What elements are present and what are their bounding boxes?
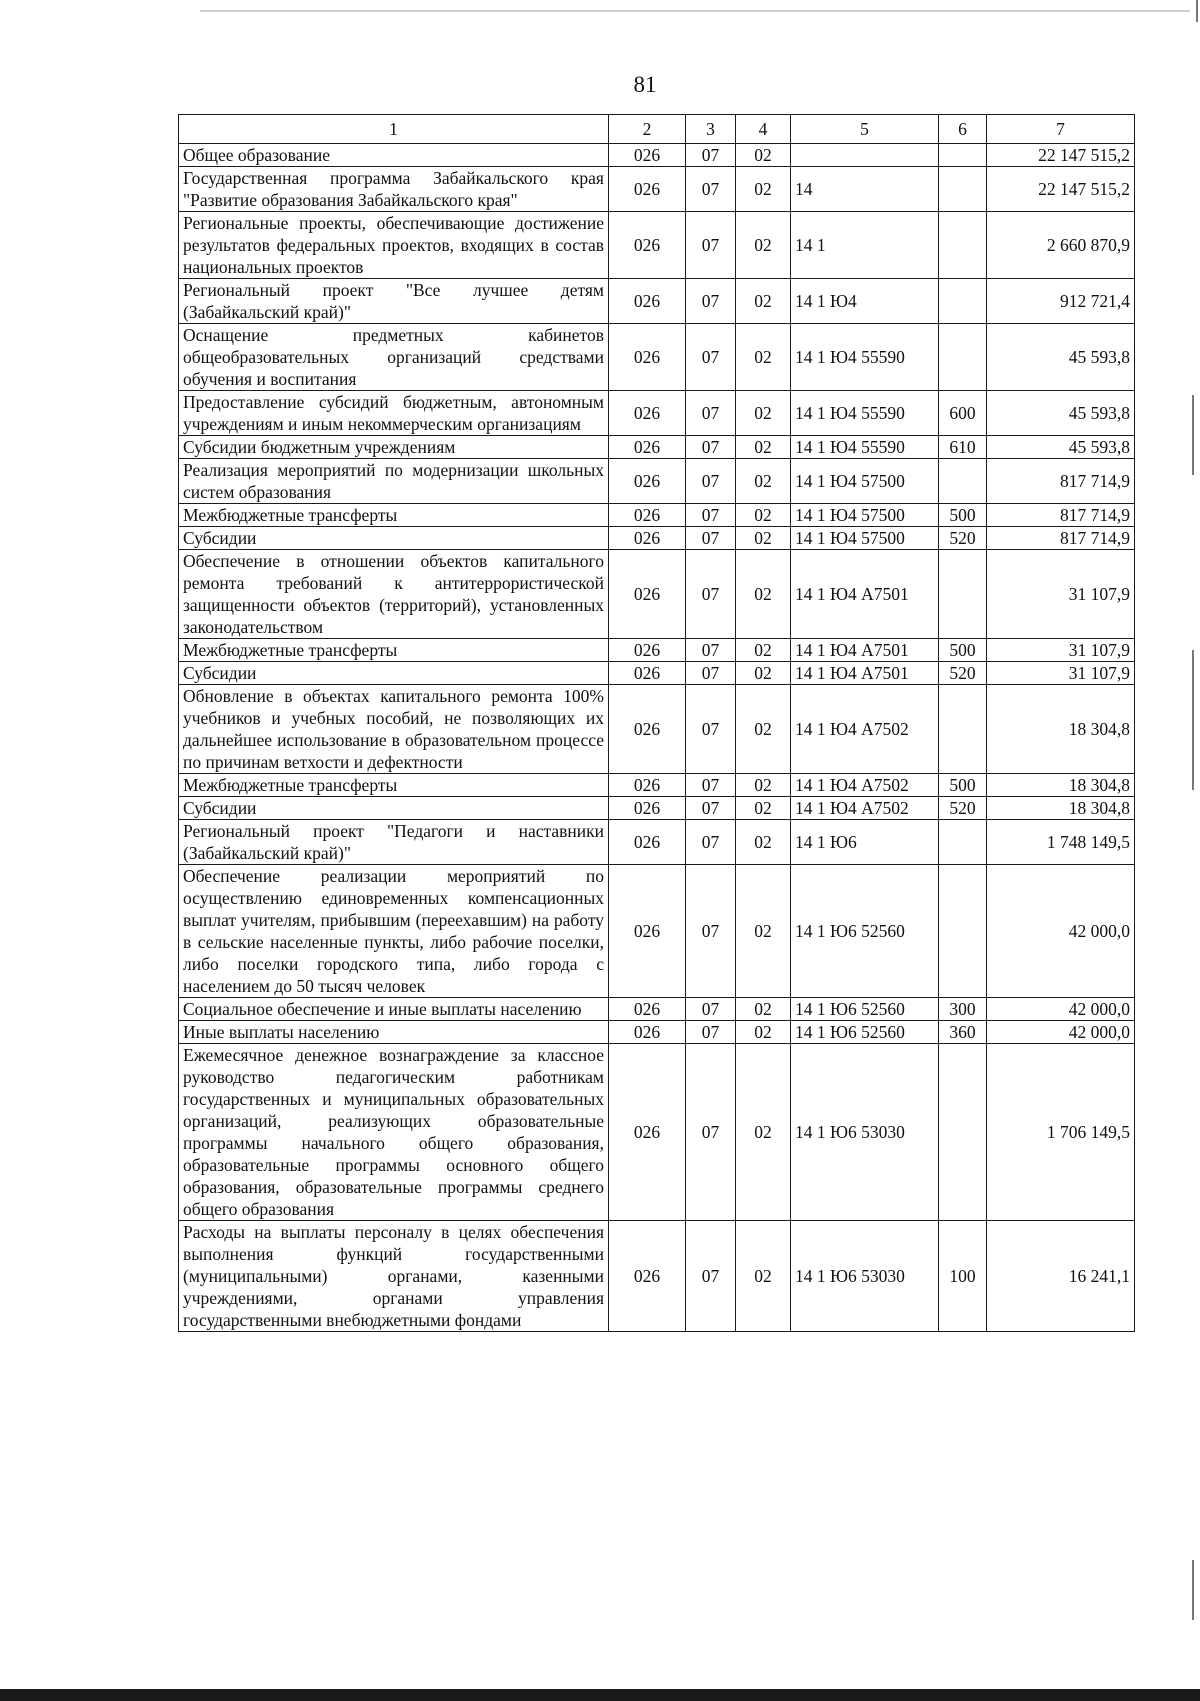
budget-table [178,114,1135,1332]
target-article-cell: 14 1 Ю4 57500 [791,527,939,550]
admin-code-cell: 026 [609,774,686,797]
target-article-cell: 14 1 Ю4 55590 [791,391,939,436]
section-cell: 07 [686,527,736,550]
section-cell: 07 [686,1221,736,1332]
section-cell: 07 [686,1044,736,1221]
admin-code-cell: 026 [609,1044,686,1221]
section-cell: 07 [686,797,736,820]
table-row [179,820,1135,865]
subsection-cell: 02 [736,662,791,685]
target-article-cell: 14 1 Ю6 53030 [791,1044,939,1221]
expense-type-cell [939,685,987,774]
expense-type-cell [939,820,987,865]
row-name-cell: Региональный проект "Все лучшее детям (Забайкальский край)" [179,279,609,324]
section-cell: 07 [686,865,736,998]
amount-cell: 45 593,8 [987,391,1135,436]
admin-code-cell: 026 [609,279,686,324]
expense-type-cell: 600 [939,391,987,436]
table-row [179,324,1135,391]
amount-cell: 18 304,8 [987,685,1135,774]
row-name-cell: Ежемесячное денежное вознаграждение за классное руководство педагогическим работникам государственных и муниципальных образовательных организаций, реализующих образовательные программы начального общего образования, образовательные программы основного общего образования, образовательные программы среднего общего образования [179,1044,609,1221]
row-name-cell: Обновление в объектах капитального ремонта 100% учебников и учебных пособий, не позволяющих их дальнейшее использование в образовательном процессе по причинам ветхости и дефектности [179,685,609,774]
amount-cell: 817 714,9 [987,527,1135,550]
subsection-cell: 02 [736,436,791,459]
amount-cell: 42 000,0 [987,1021,1135,1044]
scan-top-rule [200,10,1190,12]
section-cell: 07 [686,212,736,279]
section-cell: 07 [686,436,736,459]
target-article-cell: 14 1 Ю6 52560 [791,998,939,1021]
row-name-cell: Оснащение предметных кабинетов общеобразовательных организаций средствами обучения и воспитания [179,324,609,391]
scan-edge-mark [1192,1560,1194,1620]
expense-type-cell: 500 [939,504,987,527]
expense-type-cell [939,212,987,279]
section-cell: 07 [686,391,736,436]
expense-type-cell [939,279,987,324]
admin-code-cell: 026 [609,820,686,865]
amount-cell: 817 714,9 [987,459,1135,504]
target-article-cell: 14 1 Ю4 А7501 [791,550,939,639]
target-article-cell: 14 1 Ю4 55590 [791,324,939,391]
admin-code-cell: 026 [609,797,686,820]
expense-type-cell: 360 [939,1021,987,1044]
table-row [179,1221,1135,1332]
expense-type-cell: 300 [939,998,987,1021]
row-name-cell: Межбюджетные трансферты [179,504,609,527]
scan-bottom-bar [0,1689,1200,1701]
table-row [179,459,1135,504]
target-article-cell: 14 1 Ю4 А7501 [791,639,939,662]
table-row [179,279,1135,324]
amount-cell: 31 107,9 [987,662,1135,685]
section-cell: 07 [686,459,736,504]
subsection-cell: 02 [736,527,791,550]
subsection-cell: 02 [736,504,791,527]
expense-type-cell: 500 [939,774,987,797]
section-cell: 07 [686,998,736,1021]
scan-edge-mark [1192,395,1194,475]
subsection-cell: 02 [736,820,791,865]
admin-code-cell: 026 [609,1021,686,1044]
subsection-cell: 02 [736,639,791,662]
scan-edge-mark [1192,650,1194,790]
table-row [179,436,1135,459]
target-article-cell: 14 1 Ю6 52560 [791,1021,939,1044]
row-name-cell: Государственная программа Забайкальского края "Развитие образования Забайкальского края" [179,167,609,212]
admin-code-cell: 026 [609,144,686,167]
row-name-cell: Межбюджетные трансферты [179,774,609,797]
amount-cell: 22 147 515,2 [987,167,1135,212]
subsection-cell: 02 [736,279,791,324]
row-name-cell: Обеспечение в отношении объектов капитального ремонта требований к антитеррористической защищенности объектов (территорий), установленных законодательством [179,550,609,639]
column-header: 5 [791,115,939,144]
amount-cell: 31 107,9 [987,639,1135,662]
row-name-cell: Расходы на выплаты персоналу в целях обеспечения выполнения функций государственными (муниципальными) органами, казенными учреждениями, органами управления государственными внебюджетными фондами [179,1221,609,1332]
expense-type-cell [939,459,987,504]
expense-type-cell: 520 [939,662,987,685]
column-header: 2 [609,115,686,144]
row-name-cell: Реализация мероприятий по модернизации школьных систем образования [179,459,609,504]
subsection-cell: 02 [736,685,791,774]
row-name-cell: Иные выплаты населению [179,1021,609,1044]
target-article-cell: 14 1 Ю4 А7502 [791,685,939,774]
table-header-row [179,115,1135,144]
subsection-cell: 02 [736,324,791,391]
row-name-cell: Региональные проекты, обеспечивающие достижение результатов федеральных проектов, входящих в состав национальных проектов [179,212,609,279]
admin-code-cell: 026 [609,998,686,1021]
row-name-cell: Социальное обеспечение и иные выплаты населению [179,998,609,1021]
target-article-cell: 14 1 Ю4 А7501 [791,662,939,685]
amount-cell: 18 304,8 [987,774,1135,797]
table-row [179,662,1135,685]
amount-cell: 45 593,8 [987,324,1135,391]
section-cell: 07 [686,1021,736,1044]
table-row [179,797,1135,820]
table-row [179,144,1135,167]
table-row [179,685,1135,774]
amount-cell: 1 706 149,5 [987,1044,1135,1221]
row-name-cell: Общее образование [179,144,609,167]
expense-type-cell: 520 [939,797,987,820]
expense-type-cell: 100 [939,1221,987,1332]
subsection-cell: 02 [736,865,791,998]
row-name-cell: Субсидии [179,527,609,550]
scan-edge-mark [1196,0,1198,22]
admin-code-cell: 026 [609,459,686,504]
column-header: 7 [987,115,1135,144]
target-article-cell: 14 1 Ю6 52560 [791,865,939,998]
amount-cell: 1 748 149,5 [987,820,1135,865]
table-row [179,639,1135,662]
section-cell: 07 [686,144,736,167]
page-number: 81 [633,72,657,97]
target-article-cell: 14 1 Ю4 57500 [791,459,939,504]
column-header: 3 [686,115,736,144]
expense-type-cell: 500 [939,639,987,662]
admin-code-cell: 026 [609,391,686,436]
subsection-cell: 02 [736,1021,791,1044]
table-row [179,774,1135,797]
amount-cell: 31 107,9 [987,550,1135,639]
section-cell: 07 [686,639,736,662]
amount-cell: 912 721,4 [987,279,1135,324]
admin-code-cell: 026 [609,639,686,662]
row-name-cell: Региональный проект "Педагоги и наставники (Забайкальский край)" [179,820,609,865]
section-cell: 07 [686,774,736,797]
admin-code-cell: 026 [609,1221,686,1332]
target-article-cell: 14 1 Ю4 57500 [791,504,939,527]
admin-code-cell: 026 [609,212,686,279]
expense-type-cell [939,144,987,167]
subsection-cell: 02 [736,391,791,436]
row-name-cell: Субсидии [179,662,609,685]
amount-cell: 817 714,9 [987,504,1135,527]
amount-cell: 22 147 515,2 [987,144,1135,167]
subsection-cell: 02 [736,1221,791,1332]
expense-type-cell [939,550,987,639]
amount-cell: 45 593,8 [987,436,1135,459]
target-article-cell: 14 1 [791,212,939,279]
expense-type-cell [939,1044,987,1221]
target-article-cell: 14 1 Ю6 [791,820,939,865]
amount-cell: 16 241,1 [987,1221,1135,1332]
row-name-cell: Обеспечение реализации мероприятий по осуществлению единовременных компенсационных выплат учителям, прибывшим (переехавшим) на работу в сельские населенные пункты, либо рабочие поселки, либо поселки городского типа, либо города с населением до 50 тысяч человек [179,865,609,998]
section-cell: 07 [686,279,736,324]
table-row [179,212,1135,279]
expense-type-cell [939,324,987,391]
subsection-cell: 02 [736,774,791,797]
section-cell: 07 [686,662,736,685]
column-header: 4 [736,115,791,144]
expense-type-cell: 520 [939,527,987,550]
subsection-cell: 02 [736,797,791,820]
amount-cell: 42 000,0 [987,998,1135,1021]
table-row [179,998,1135,1021]
section-cell: 07 [686,685,736,774]
target-article-cell: 14 1 Ю4 А7502 [791,774,939,797]
admin-code-cell: 026 [609,436,686,459]
row-name-cell: Субсидии бюджетным учреждениям [179,436,609,459]
admin-code-cell: 026 [609,865,686,998]
section-cell: 07 [686,324,736,391]
column-header: 1 [179,115,609,144]
table-body [179,144,1135,1332]
table-row [179,865,1135,998]
admin-code-cell: 026 [609,527,686,550]
admin-code-cell: 026 [609,685,686,774]
target-article-cell: 14 [791,167,939,212]
subsection-cell: 02 [736,144,791,167]
table-row [179,1021,1135,1044]
subsection-cell: 02 [736,167,791,212]
subsection-cell: 02 [736,212,791,279]
amount-cell: 2 660 870,9 [987,212,1135,279]
admin-code-cell: 026 [609,324,686,391]
table-row [179,391,1135,436]
table-row [179,527,1135,550]
row-name-cell: Предоставление субсидий бюджетным, автономным учреждениям и иным некоммерческим организациям [179,391,609,436]
expense-type-cell [939,865,987,998]
section-cell: 07 [686,167,736,212]
table-row [179,1044,1135,1221]
subsection-cell: 02 [736,550,791,639]
target-article-cell [791,144,939,167]
expense-type-cell: 610 [939,436,987,459]
target-article-cell: 14 1 Ю4 55590 [791,436,939,459]
table-row [179,167,1135,212]
subsection-cell: 02 [736,1044,791,1221]
amount-cell: 18 304,8 [987,797,1135,820]
admin-code-cell: 026 [609,504,686,527]
target-article-cell: 14 1 Ю4 [791,279,939,324]
admin-code-cell: 026 [609,662,686,685]
row-name-cell: Субсидии [179,797,609,820]
table-row [179,550,1135,639]
section-cell: 07 [686,820,736,865]
column-header: 6 [939,115,987,144]
table-row [179,504,1135,527]
target-article-cell: 14 1 Ю6 53030 [791,1221,939,1332]
target-article-cell: 14 1 Ю4 А7502 [791,797,939,820]
row-name-cell: Межбюджетные трансферты [179,639,609,662]
admin-code-cell: 026 [609,167,686,212]
expense-type-cell [939,167,987,212]
section-cell: 07 [686,550,736,639]
subsection-cell: 02 [736,998,791,1021]
subsection-cell: 02 [736,459,791,504]
admin-code-cell: 026 [609,550,686,639]
section-cell: 07 [686,504,736,527]
amount-cell: 42 000,0 [987,865,1135,998]
